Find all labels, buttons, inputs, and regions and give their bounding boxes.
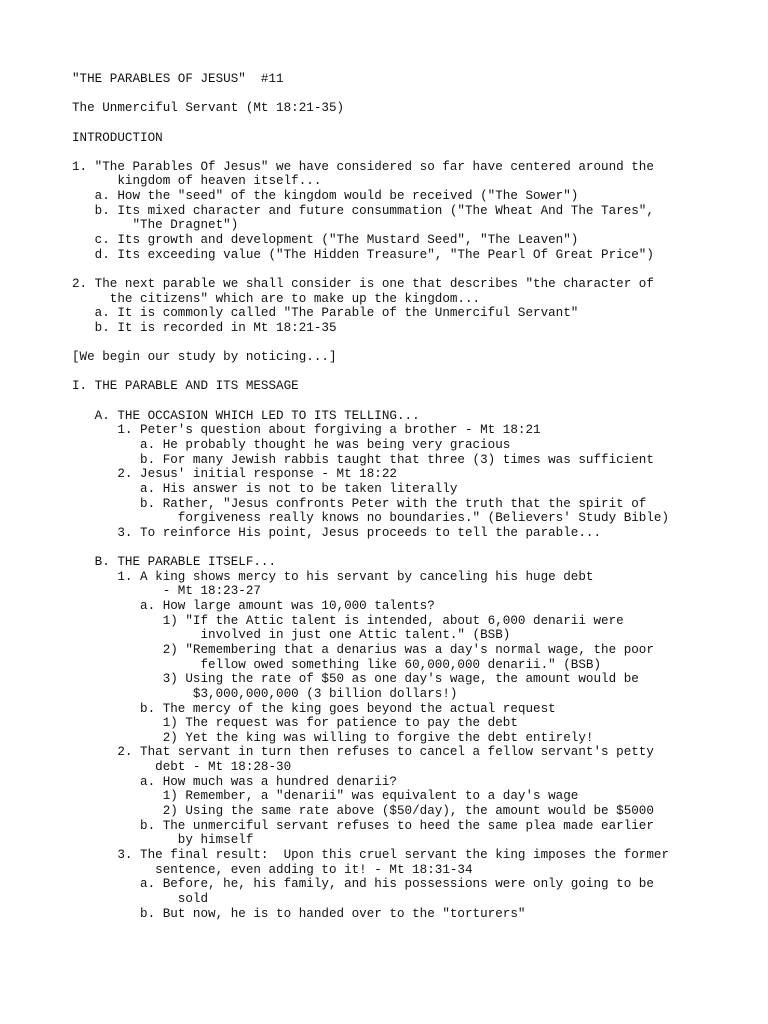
outline-line: 3. To reinforce His point, Jesus proceeds to tell the parable... <box>72 525 602 540</box>
outline-line: b. But now, he is to handed over to the "torturers" <box>72 906 526 921</box>
outline-line <box>72 541 669 556</box>
outline-line: 3. The final result: Upon this cruel servant the king imposes the former <box>72 847 670 862</box>
outline-line: a. He probably thought he was being very gracious <box>72 438 511 453</box>
outline-line: by himself <box>72 833 254 848</box>
outline-line: A. THE OCCASION WHICH LED TO ITS TELLING... <box>72 408 420 423</box>
outline-line: b. It is recorded in Mt 18:21-35 <box>72 320 337 335</box>
outline-line: 2. Jesus' initial response - Mt 18:22 <box>72 467 397 482</box>
outline-line: 1) "If the Attic talent is intended, about 6,000 denarii were <box>72 613 624 628</box>
outline-line: a. It is commonly called "The Parable of the Unmerciful Servant" <box>72 306 579 321</box>
outline-line <box>72 87 669 102</box>
outline-line: b. Its mixed character and future consummation ("The Wheat And The Tares", <box>72 203 654 218</box>
outline-line: sentence, even adding to it! - Mt 18:31-34 <box>72 862 473 877</box>
outline-line <box>72 336 669 351</box>
outline-line: b. For many Jewish rabbis taught that three (3) times was sufficient <box>72 452 654 467</box>
outline-line: 3) Using the rate of $50 as one day's wage, the amount would be <box>72 672 639 687</box>
outline-line <box>72 365 669 380</box>
outline-line: [We begin our study by noticing...] <box>72 350 337 365</box>
outline-line: 2) Using the same rate above ($50/day), the amount would be $5000 <box>72 804 654 819</box>
outline-line: "THE PARABLES OF JESUS" #11 <box>72 72 284 86</box>
outline-line: The Unmerciful Servant (Mt 18:21-35) <box>72 101 345 116</box>
outline-line: b. Rather, "Jesus confronts Peter with the truth that the spirit of <box>72 496 647 511</box>
outline-line: b. The unmerciful servant refuses to heed the same plea made earlier <box>72 818 654 833</box>
outline-line: 1. Peter's question about forgiving a brother - Mt 18:21 <box>72 423 541 438</box>
outline-line: involved in just one Attic talent." (BSB) <box>72 628 511 643</box>
outline-line: a. How much was a hundred denarii? <box>72 774 397 789</box>
outline-line: 1. "The Parables Of Jesus" we have considered so far have centered around the <box>72 159 654 174</box>
outline-line: debt - Mt 18:28-30 <box>72 760 292 775</box>
outline-line: 1) Remember, a "denarii" was equivalent to a day's wage <box>72 789 579 804</box>
outline-line: 1. A king shows mercy to his servant by canceling his huge debt <box>72 569 594 584</box>
outline-line: c. Its growth and development ("The Mustard Seed", "The Leaven") <box>72 233 579 248</box>
outline-line: 2) Yet the king was willing to forgive the debt entirely! <box>72 730 594 745</box>
outline-line: kingdom of heaven itself... <box>72 174 322 189</box>
outline-line: 2. That servant in turn then refuses to cancel a fellow servant's petty <box>72 745 654 760</box>
outline-line: fellow owed something like 60,000,000 denarii." (BSB) <box>72 657 602 672</box>
outline-line: b. The mercy of the king goes beyond the actual request <box>72 701 556 716</box>
outline-line: forgiveness really knows no boundaries." (Believers' Study Bible) <box>72 511 670 526</box>
outline-line <box>72 145 669 160</box>
outline-line: 1) The request was for patience to pay the debt <box>72 716 518 731</box>
outline-line: d. Its exceeding value ("The Hidden Treasure", "The Pearl Of Great Price") <box>72 247 654 262</box>
outline-line: the citizens" which are to make up the kingdom... <box>72 291 481 306</box>
outline-line <box>72 394 669 409</box>
outline-line: sold <box>72 891 209 906</box>
outline-line: $3,000,000,000 (3 billion dollars!) <box>72 686 458 701</box>
outline-line <box>72 116 669 131</box>
outline-line: I. THE PARABLE AND ITS MESSAGE <box>72 379 299 394</box>
outline-line: B. THE PARABLE ITSELF... <box>72 555 277 570</box>
outline-line: 2) "Remembering that a denarius was a day's normal wage, the poor <box>72 642 654 657</box>
outline-line: 2. The next parable we shall consider is one that describes "the character of <box>72 276 654 291</box>
outline-line <box>72 262 669 277</box>
sermon-outline-text <box>72 72 669 921</box>
outline-line: a. How large amount was 10,000 talents? <box>72 599 435 614</box>
outline-line: - Mt 18:23-27 <box>72 584 261 599</box>
outline-line: INTRODUCTION <box>72 130 163 145</box>
outline-line: a. How the "seed" of the kingdom would be received ("The Sower") <box>72 189 579 204</box>
outline-line: "The Dragnet") <box>72 218 239 233</box>
outline-line: a. His answer is not to be taken literally <box>72 481 458 496</box>
outline-line: a. Before, he, his family, and his possessions were only going to be <box>72 877 654 892</box>
